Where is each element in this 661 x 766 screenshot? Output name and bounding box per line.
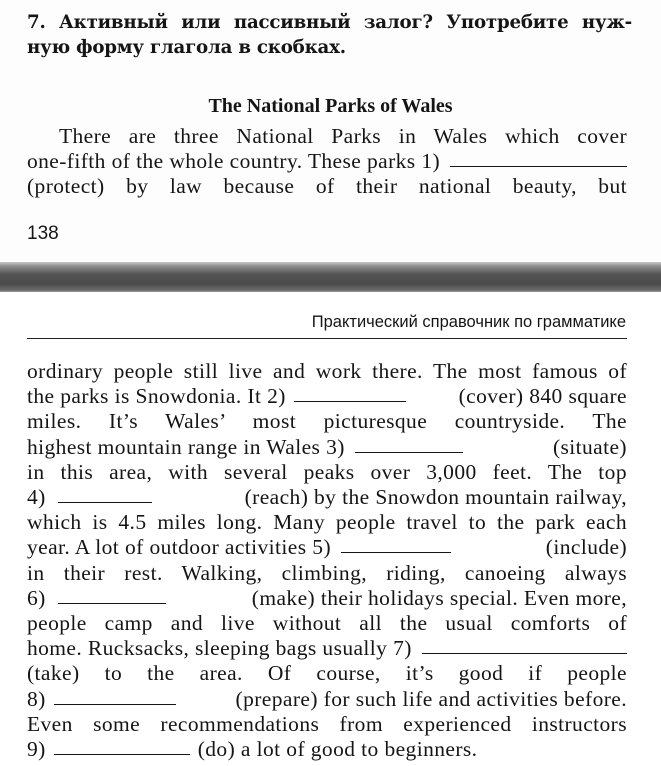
text-fragment: (prepare) for such life and activities before. [235,686,627,711]
answer-blank-1 [450,149,627,167]
text-fragment: 8) [27,686,46,711]
text-line [27,435,627,460]
text-fragment: year. A lot of outdoor activities 5) [27,535,331,560]
text-fragment: 4) [27,485,46,510]
running-header: Практический справочник по грамматике [311,313,626,331]
text-line: Even some recommendations from experienced instructors [27,711,627,736]
text-line [27,384,627,409]
exercise-instruction [27,10,632,60]
text-line [27,737,627,762]
text-fragment: (situate) [552,434,627,459]
text-line: (protect) by law because of their national beauty, but [27,174,627,199]
text-line [27,687,627,712]
text-line: miles. It’s Wales’ most picturesque countryside. The [27,409,627,434]
text-fragment: the parks is Snowdonia. It 2) [27,384,286,409]
text-line [27,485,627,510]
text-fragment: (include) [545,535,627,560]
text-line [27,535,627,560]
answer-blank-9 [54,737,190,755]
instruction-line-1: 7. Активный или пассивный залог? Употребите нуж- [27,12,632,33]
text-fragment: (cover) 840 square [458,384,627,409]
text-title: The National Parks of Wales [208,95,453,117]
text-line: ordinary people still live and work there. The most famous of [27,359,627,383]
text-line: There are three National Parks in Wales which cover [59,124,627,148]
main-paragraph [27,359,627,762]
text-fragment: (do) a lot of good to beginners. [197,737,478,762]
text-line [27,636,627,661]
text-fragment: home. Rucksacks, sleeping bags usually 7) [27,636,412,661]
text-fragment: one-fifth of the whole country. These parks 1) [27,149,441,174]
text-line: (take) to the area. Of course, it’s good if people [27,661,627,686]
answer-blank-8 [54,687,176,705]
text-line: which is 4.5 miles long. Many people travel to the park each [27,510,627,535]
text-fragment: (make) their holidays special. Even more, [251,585,627,610]
text-line: in their rest. Walking, climbing, riding, canoeing always [27,560,627,585]
answer-blank-4 [58,485,152,503]
page-gutter [0,262,661,292]
text-fragment: 9) [27,737,46,762]
answer-blank-2 [294,384,406,402]
instruction-line-2: ную форму глагола в скобках. [27,37,346,58]
text-fragment: (reach) by the Snowdon mountain railway, [244,485,627,510]
answer-blank-3 [355,435,463,453]
text-line [27,586,627,611]
text-line: people camp and live without all the usual comforts of [27,611,627,636]
answer-blank-6 [58,586,166,604]
intro-paragraph [27,124,627,200]
text-line [27,149,627,174]
header-rule [27,338,627,339]
text-fragment: highest mountain range in Wales 3) [27,434,345,459]
answer-blank-7 [422,636,627,654]
page-number: 138 [27,223,59,244]
text-fragment: 6) [27,585,46,610]
answer-blank-5 [341,535,451,553]
text-line: in this area, with several peaks over 3,000 feet. The top [27,459,627,484]
upper-page [0,0,661,262]
